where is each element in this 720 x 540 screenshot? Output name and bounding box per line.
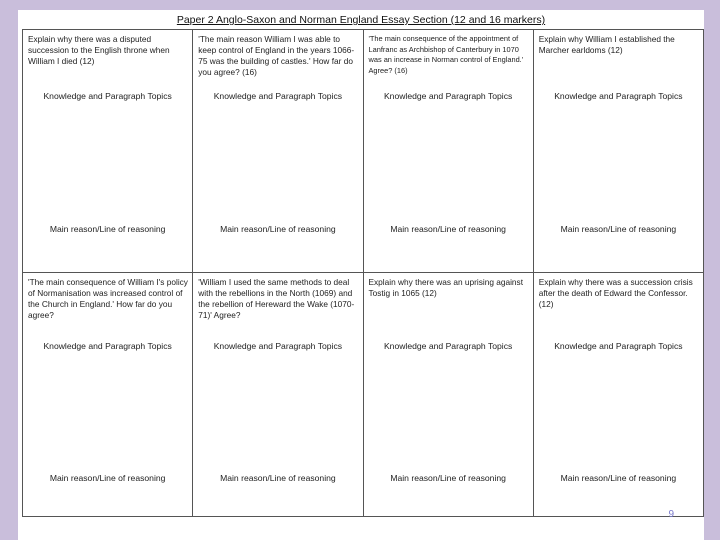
reasoning-heading: Main reason/Line of reasoning — [390, 224, 506, 234]
essay-box-2 — [193, 30, 363, 273]
essay-question: 'The main consequence of William I's policy of Normanisation was increased control of the Church in England.' How far do you agree? — [28, 277, 188, 320]
reasoning-heading: Main reason/Line of reasoning — [390, 473, 506, 483]
grid-row-1 — [23, 30, 704, 273]
reasoning-heading: Main reason/Line of reasoning — [49, 224, 166, 234]
essay-box-8 — [533, 273, 703, 517]
knowledge-heading: Knowledge and Paragraph Topics — [554, 91, 683, 101]
reasoning-heading: Main reason/Line of reasoning — [560, 224, 677, 234]
essay-box-7 — [363, 273, 533, 517]
page-title: Paper 2 Anglo-Saxon and Norman England Essay Section (12 and 16 markers) — [176, 14, 546, 26]
knowledge-heading: Knowledge and Paragraph Topics — [383, 91, 513, 101]
grid-row-2 — [23, 273, 704, 517]
reasoning-heading: Main reason/Line of reasoning — [49, 473, 166, 483]
knowledge-heading: Knowledge and Paragraph Topics — [554, 341, 683, 351]
essay-question: 'William I used the same methods to deal with the rebellions in the North (1069) and the rebellion of Hereward the Wake (1070-71)' Agree? — [198, 277, 355, 320]
essay-question: Explain why there was a disputed succession to the English throne when William I died (12) — [28, 34, 170, 66]
essay-grid — [22, 29, 704, 517]
knowledge-heading: Knowledge and Paragraph Topics — [383, 341, 513, 351]
essay-question: Explain why there was a succession crisis after the death of Edward the Confessor. (12) — [538, 277, 693, 309]
essay-question: Explain why there was an uprising against Tostig in 1065 (12) — [368, 277, 524, 298]
page-number: 9 — [668, 509, 674, 520]
essay-box-1 — [23, 30, 193, 273]
essay-question: Explain why William I established the Marcher earldoms (12) — [538, 34, 675, 55]
reasoning-heading: Main reason/Line of reasoning — [220, 473, 336, 483]
knowledge-heading: Knowledge and Paragraph Topics — [213, 91, 343, 101]
essay-box-6 — [193, 273, 363, 517]
essay-question: 'The main reason William I was able to keep control of England in the years 1066-75 was the building of castles.' How far do you agree? (16) — [198, 34, 355, 77]
essay-box-4 — [533, 30, 703, 273]
essay-box-3 — [363, 30, 533, 273]
essay-question: 'The main consequence of the appointment of Lanfranc as Archbishop of Canterbury in 1070 was an increase in Norman control of England.' Agree? (16) — [368, 34, 524, 75]
reasoning-heading: Main reason/Line of reasoning — [560, 473, 677, 483]
knowledge-heading: Knowledge and Paragraph Topics — [43, 341, 172, 351]
knowledge-heading: Knowledge and Paragraph Topics — [43, 91, 172, 101]
reasoning-heading: Main reason/Line of reasoning — [220, 224, 336, 234]
knowledge-heading: Knowledge and Paragraph Topics — [213, 341, 343, 351]
worksheet-page — [18, 10, 704, 540]
essay-box-5 — [23, 273, 193, 517]
